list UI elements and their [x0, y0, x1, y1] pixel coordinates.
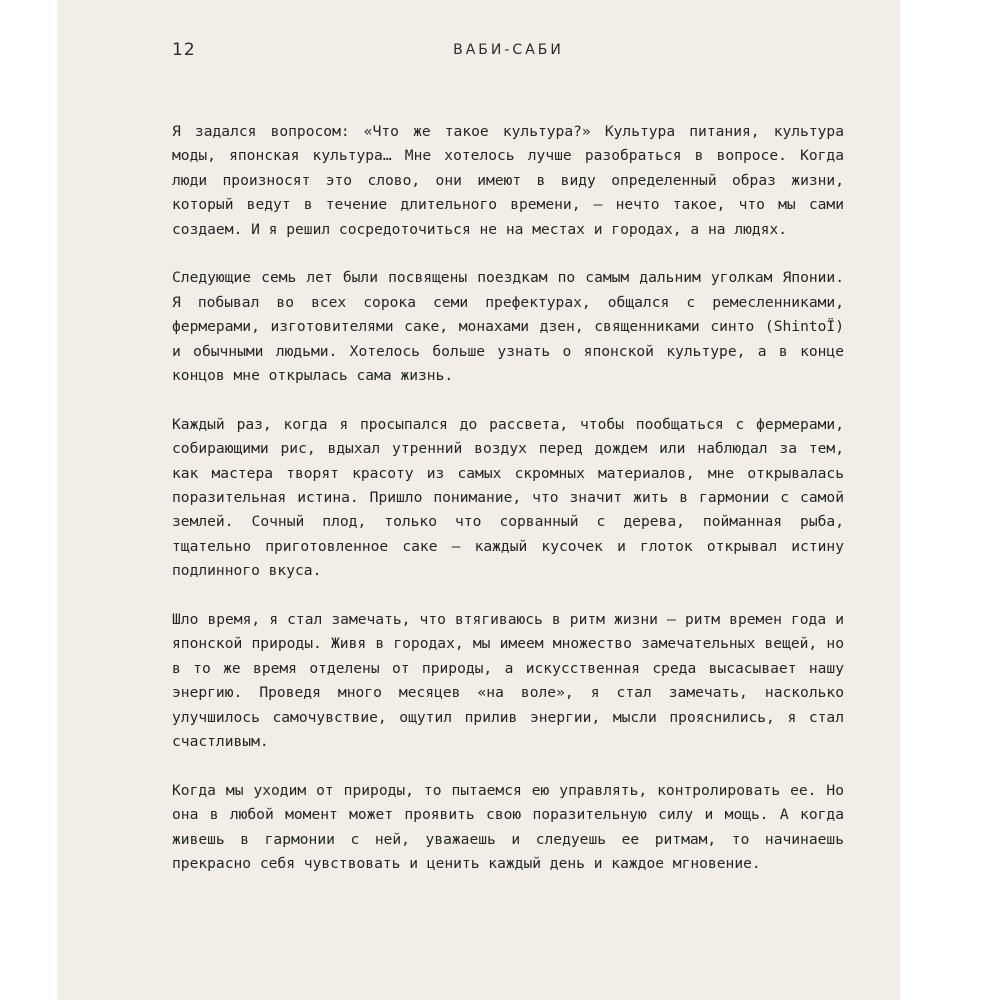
- paragraph-4: Шло время, я стал замечать, что втягиваюсь в ритм жизни — ритм времен года и японской природы. Живя в городах, мы имеем множество замечательных вещей, но в то же время отделены от природы, а искусственная среда высасывает нашу энергию. Проведя много месяцев «на воле», я стал замечать, насколько улучшилось самочувствие, ощутил прилив энергии, мысли прояснились, я стал счастливым.: [172, 611, 844, 751]
- book-page: [57, 0, 900, 1000]
- body-text: [172, 120, 844, 901]
- page-number: 12: [172, 40, 196, 60]
- paragraph-1: Я задался вопросом: «Что же такое культура?» Культура питания, культура моды, японская культура… Мне хотелось лучше разобраться в вопросе. Когда люди произносят это слово, они имеют в виду определенный образ жизни, который ведут в течение длительного времени, — нечто такое, что мы сами создаем. И я решил сосредоточиться не на местах и городах, а на людях.: [172, 123, 844, 238]
- paragraph-5: Когда мы уходим от природы, то пытаемся ею управлять, контролировать ее. Но она в любой момент может проявить свою поразительную силу и мощь. А когда живешь в гармонии с ней, уважаешь и следуешь ее ритмам, то начинаешь прекрасно себя чувствовать и ценить каждый день и каждое мгновение.: [172, 781, 844, 873]
- running-title: ВАБИ-САБИ: [453, 42, 564, 58]
- paragraph-2: Следующие семь лет были посвящены поездкам по самым дальним уголкам Японии. Я побывал во всех сорока семи префектурах, общался с ремесленниками, фермерами, изготовителями саке, монахами дзен, священниками синто (ShintoЇ) и обычными людьми. Хотелось больше узнать о японской культуре, а в конце концов мне открылась сама жизнь.: [172, 269, 844, 385]
- paragraph-3: Каждый раз, когда я просыпался до рассвета, чтобы пообщаться с фермерами, собирающими рис, вдыхал утренний воздух перед дождем или наблюдал за тем, как мастера творят красоту из самых скромных материалов, мне открывалась поразительная истина. Пришло понимание, что значит жить в гармонии с самой землей. Сочный плод, только что сорванный с дерева, пойманная рыба, тщательно приготовленное саке — каждый кусочек и глоток открывал истину подлинного вкуса.: [172, 415, 844, 580]
